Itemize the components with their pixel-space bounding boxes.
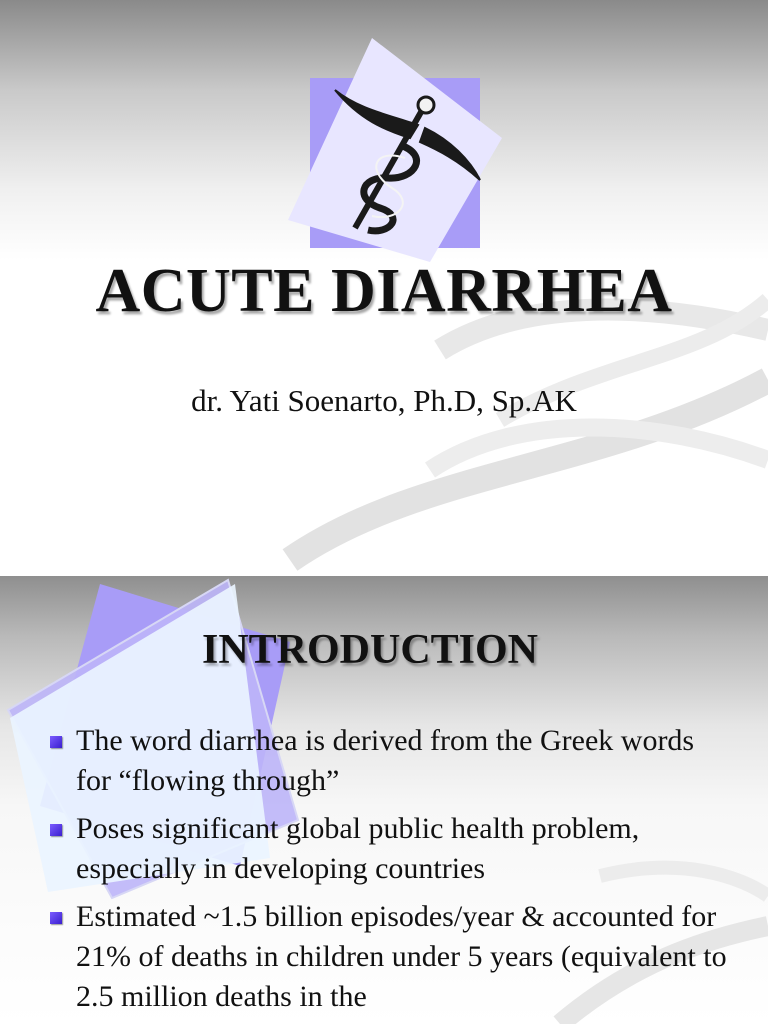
caduceus-icon [280,30,510,270]
section-heading: INTRODUCTION [201,627,539,673]
square-bullet-icon [50,912,62,924]
bullet-text: Poses significant global public health problem, especially in developing countries [76,812,640,885]
square-bullet-icon [50,736,62,748]
bullet-text: The word diarrhea is derived from the Greek words for “flowing through” [76,724,695,797]
list-item [48,809,728,889]
list-item [48,721,728,801]
square-bullet-icon [50,824,62,836]
introduction-slide [0,576,768,1024]
slide-title: ACUTE DIARRHEA [95,257,673,325]
bullet-text: Estimated ~1.5 billion episodes/year & accounted for 21% of deaths in children under 5 years (equivalent to 2.5 million deaths in the [76,900,727,1013]
author-subtitle: dr. Yati Soenarto, Ph.D, Sp.AK [191,383,577,418]
list-item [48,897,728,1017]
bullet-list [48,721,728,1024]
